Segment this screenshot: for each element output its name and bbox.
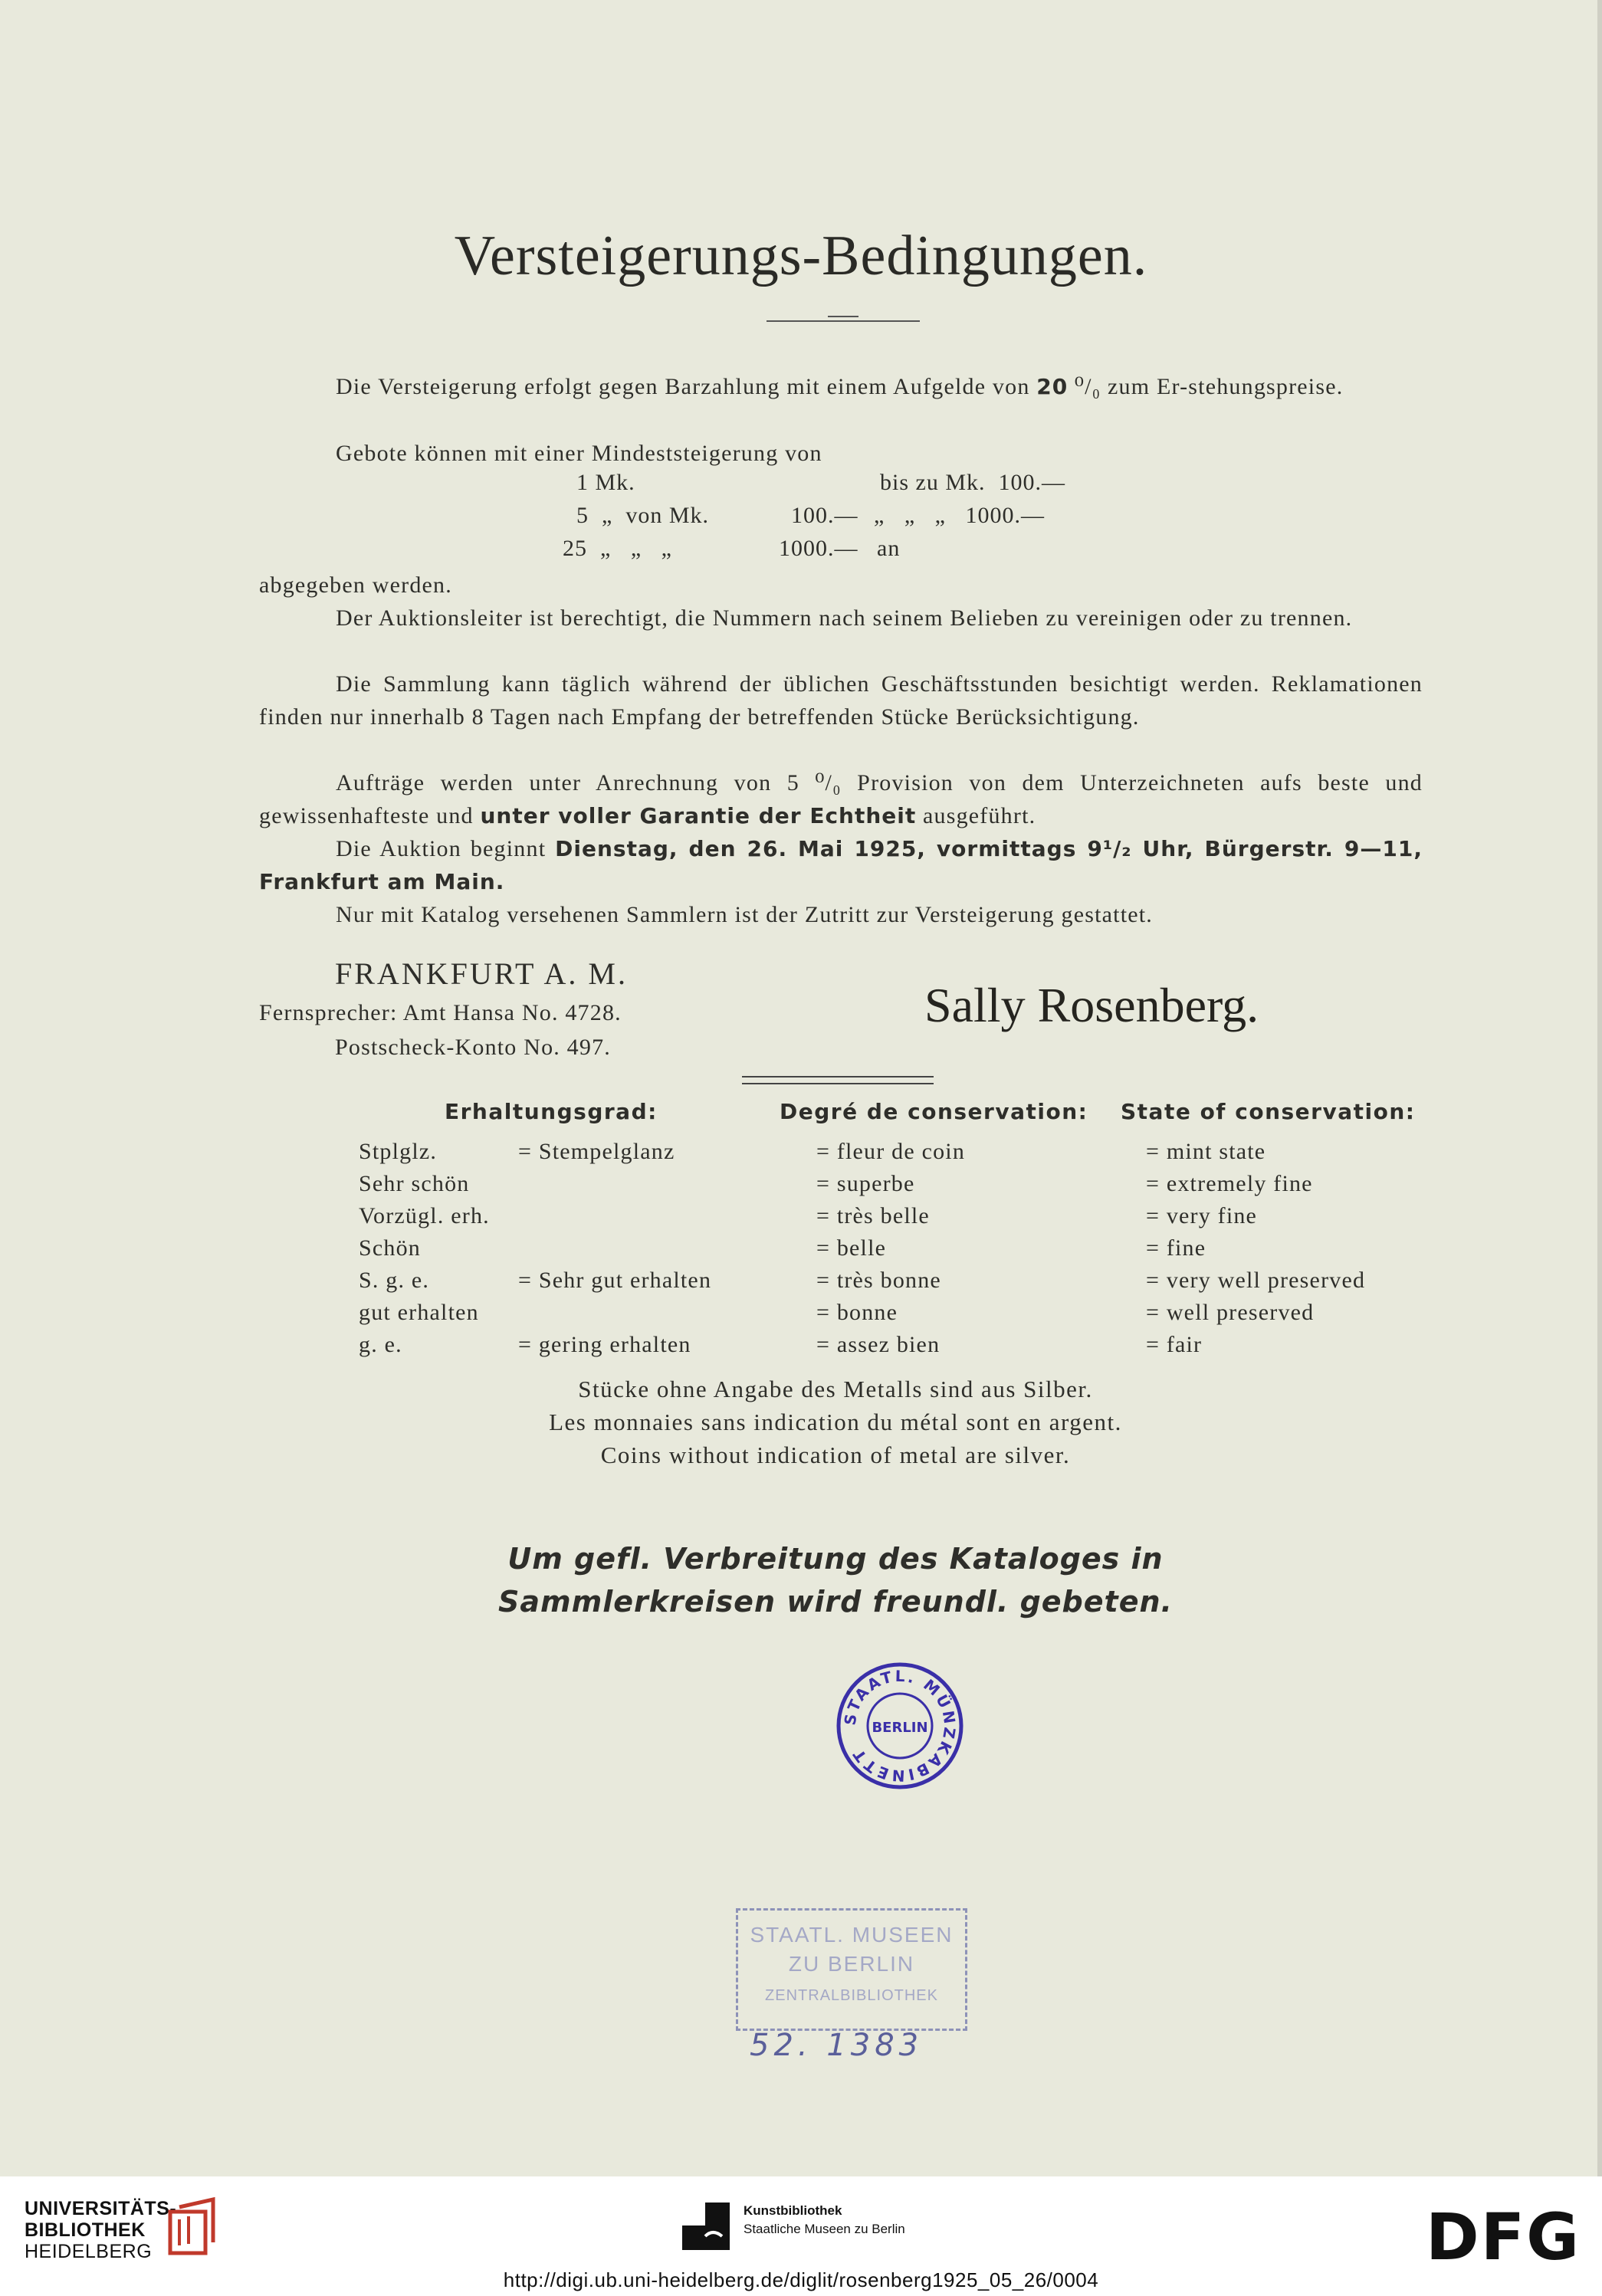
header-french: Degré de conservation: [780, 1099, 1088, 1124]
page-edge [1597, 0, 1602, 2176]
plea-line-1: Um gefl. Verbreitung des Kataloges in [507, 1542, 1164, 1576]
paragraph-date [259, 832, 1423, 898]
stamp-line-1: STAATL. MUSEEN [750, 1923, 954, 1947]
paragraph-commission [259, 766, 1423, 832]
surcharge-percent: 20 [1036, 374, 1069, 399]
grade-de-cell: g. e. [359, 1332, 402, 1357]
ub-logo-line-3: HEIDELBERG [25, 2241, 153, 2262]
metal-note-fr: Les monnaies sans indication du métal sont en argent. [549, 1409, 1122, 1435]
grade-fr-cell: = très belle [816, 1203, 930, 1228]
grade-de-cell: S. g. e. [359, 1268, 430, 1293]
stamp-ring-text: STAATL. MÜNZKABINETT [840, 1666, 960, 1786]
signature: Sally Rosenberg. [924, 978, 1259, 1032]
paragraph-bids-end: abgegeben werden. [259, 572, 452, 598]
paragraph-bids: Gebote können mit einer Mindeststeigerung von [336, 441, 822, 466]
surcharge-text: Die Versteigerung erfolgt gegen Barzahlung mit einem Aufgelde von [336, 374, 1030, 399]
auction-date-place: Dienstag, den 26. Mai 1925, vormittags 9¹/₂ Uhr, Bürgerstr. 9—11, Frankfurt am Main. [259, 836, 1423, 894]
museum-library-stamp [736, 1908, 967, 2031]
kunstbibliothek-subtitle: Staatliche Museen zu Berlin [744, 2222, 905, 2236]
paragraph-surcharge [259, 370, 1423, 403]
grade-en-cell: = very well preserved [1146, 1268, 1366, 1293]
header-german: Erhaltungsgrad: [445, 1099, 658, 1124]
percent-sign: ⁰/₀ [1074, 374, 1101, 399]
stamp-line-3: ZENTRALBIBLIOTHEK [765, 1987, 938, 2004]
commission-text-end: ausgeführt. [922, 803, 1036, 828]
grade-de-cell: Vorzügl. erh. [359, 1203, 490, 1228]
paragraph-admission: Nur mit Katalog versehenen Sammlern ist der Zutritt zur Versteigerung gestattet. [336, 902, 1154, 927]
date-intro: Die Auktion beginnt [336, 836, 547, 861]
surcharge-text-end: zum Er-stehungspreise. [1108, 374, 1344, 399]
grade-en-cell: = fine [1146, 1235, 1206, 1261]
grade-de-cell: gut erhalten [359, 1300, 479, 1325]
fee-row-1-limit: bis zu Mk. 100.— [880, 470, 1065, 495]
metal-note-en: Coins without indication of metal are silver. [600, 1442, 1071, 1468]
phone-line: Fernsprecher: Amt Hansa No. 4728. [259, 1000, 622, 1025]
grade-en-cell: = well preserved [1146, 1300, 1315, 1325]
grade-de-cell: Sehr schön [359, 1171, 470, 1196]
grade-fr-cell: = très bonne [816, 1268, 941, 1293]
ub-logo-line-1: UNIVERSITÄTS- [25, 2198, 177, 2219]
grade-de_full-cell: = Stempelglanz [518, 1139, 675, 1164]
fee-row-3-range: 1000.— [779, 536, 858, 561]
fee-row-2-limit: „ „ „ 1000.— [874, 503, 1045, 528]
paragraph-auctioneer: Der Auktionsleiter ist berechtigt, die Nummern nach seinem Belieben zu vereinigen oder zu trennen. [336, 605, 1353, 631]
kunstbibliothek-logo-icon[interactable] [682, 2203, 730, 2250]
grade-en-cell: = very fine [1146, 1203, 1258, 1228]
city-heading: FRANKFURT A. M. [335, 956, 628, 991]
grade-fr-cell: = superbe [816, 1171, 915, 1196]
title-rule-accent [828, 316, 858, 317]
table-rule-bottom [742, 1083, 934, 1084]
permalink-url[interactable]: http://digi.ub.uni-heidelberg.de/diglit/rosenberg1925_05_26/0004 [503, 2268, 1099, 2291]
grade-de_full-cell: = gering erhalten [518, 1332, 691, 1357]
fee-row-1-amount: 1 Mk. [576, 470, 635, 495]
dfg-logo[interactable]: DFG [1426, 2199, 1581, 2275]
grade-fr-cell: = fleur de coin [816, 1139, 966, 1164]
kunstbibliothek-title: Kunstbibliothek [744, 2203, 842, 2218]
grade-de-cell: Stplglz. [359, 1139, 438, 1164]
paragraph-viewing: Die Sammlung kann täglich während der üblichen Geschäftsstunden besichtigt werden. Reklamationen finden nur innerhalb 8 Tagen nach Empfang der betreffenden Stücke Berücksichtigung. [259, 671, 1423, 730]
commission-text: Aufträge werden unter Anrechnung von 5 ⁰/₀ Provision von dem Unterzeichneten aufs beste und gewissenhafteste und [259, 770, 1423, 828]
grade-fr-cell: = belle [816, 1235, 887, 1261]
grade-en-cell: = mint state [1146, 1139, 1266, 1164]
fee-row-2-range: 100.— [791, 503, 858, 528]
stamp-line-2: ZU BERLIN [788, 1952, 915, 1976]
fee-row-3-amount: 25 „ „ „ [563, 536, 672, 561]
header-english: State of conservation: [1121, 1099, 1416, 1124]
grade-de_full-cell: = Sehr gut erhalten [518, 1268, 712, 1293]
page-title: Versteigerungs-Bedingungen. [454, 225, 1148, 287]
ub-logo-line-2: BIBLIOTHEK [25, 2219, 146, 2241]
stamp-center-text: BERLIN [872, 1720, 928, 1736]
table-rule-top [742, 1076, 934, 1077]
ub-heidelberg-icon[interactable] [159, 2196, 221, 2258]
postcheck-line: Postscheck-Konto No. 497. [335, 1035, 611, 1060]
grade-de-cell: Schön [359, 1235, 421, 1261]
fee-row-3-limit: an [877, 536, 901, 561]
muenzkabinett-stamp [835, 1661, 964, 1790]
grade-fr-cell: = assez bien [816, 1332, 941, 1357]
grade-en-cell: = fair [1146, 1332, 1203, 1357]
authenticity-guarantee: unter voller Garantie der Echtheit [480, 803, 917, 828]
inventory-number: 52. 1383 [750, 2028, 924, 2063]
plea-line-2: Sammlerkreisen wird freundl. gebeten. [498, 1585, 1173, 1619]
metal-note-de: Stücke ohne Angabe des Metalls sind aus Silber. [578, 1376, 1093, 1402]
title-rule [767, 320, 920, 322]
fee-row-2-amount: 5 „ von Mk. [576, 503, 709, 528]
grade-fr-cell: = bonne [816, 1300, 898, 1325]
grade-en-cell: = extremely fine [1146, 1171, 1313, 1196]
